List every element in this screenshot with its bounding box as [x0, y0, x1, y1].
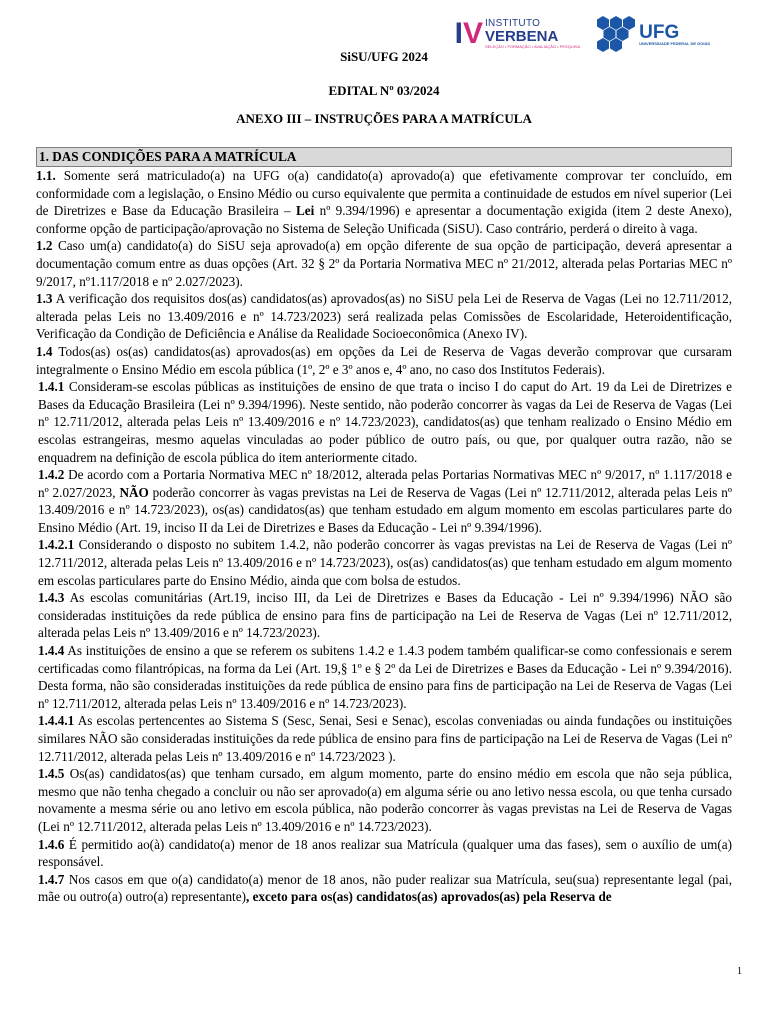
- item-1-4-2-1: 1.4.2.1 Considerando o disposto no subitem 1.4.2, não poderão concorrer às vagas previstas na Lei de Reserva de Vagas (Lei nº 12.711/2012, alterada pelas Leis nº 13.409/2016 e nº 14.723/2023), os(as) candidatos(as) que tenham estudado em algum momento em escolas particulares parte do Ensino Médio, ainda que com bolsa de estudos.: [38, 537, 732, 588]
- iv-monogram: I V: [454, 17, 483, 50]
- item-1-3: 1.3 A verificação dos requisitos dos(as) candidatos(as) aprovados(as) no SiSU pela Lei de Reserva de Vagas (Lei no 12.711/2012, alterada pelas Leis no 13.409/2016 e nº 14.723/2023) será realizada pelas Comissões de Escolaridade, Heteroidentificação, Verificação da Condição de Deficiência e Análise da Realidade Socioeconômica (Anexo IV).: [36, 291, 732, 342]
- logo-instituto-line1: INSTITUTO: [484, 18, 541, 29]
- logo-instituto-line2: VERBENA: [484, 28, 559, 45]
- doc-title: SiSU/UFG 2024: [340, 49, 428, 64]
- item-1-4-5: 1.4.5 Os(as) candidatos(as) que tenham cursado, em algum momento, parte do ensino médio em escola que não seja pública, mesmo que não tenha chegado a concluir ou não ser aprovado(a) em alguma série ou ano letivo nessa escola, ou que tenha cursado novamente a mesma série ou ano letivo em escola pública, não poderão concorrer às vagas previstas na Lei de Reserva de Vagas (Lei nº 12.711/2012, alterada pelas Leis nº 13.409/2016 e nº 14.723/2023).: [38, 766, 732, 834]
- ufg-logo: [592, 14, 710, 54]
- section-heading: 1. DAS CONDIÇÕES PARA A MATRÍCULA: [36, 147, 732, 167]
- item-1-1: 1.1. Somente será matriculado(a) na UFG o(a) candidato(a) aprovado(a) que efetivamente comprovar ter concluído, em conformidade com a legislação, o Ensino Médio ou curso equivalente que permita a continuidade de estudos em nível superior (Lei de Diretrizes e Base da Educação Brasileira – Lei nº 9.394/1996) e apresentar a documentação exigida (item 2 deste Anexo), conforme opção de participação/aprovação no Sistema de Seleção Unificada (SiSU). Caso contrário, perderá o direito à vaga.: [36, 168, 732, 236]
- ufg-hexagon-icon: [592, 14, 636, 54]
- logo-instituto-line3: SELEÇÃO • FORMAÇÃO • AVALIAÇÃO • PESQUISA: [484, 44, 581, 49]
- item-1-2: 1.2 Caso um(a) candidato(a) do SiSU seja aprovado(a) em opção diferente de sua opção de participação, deverá apresentar a documentação comum entre as duas opções (Art. 32 § 2º da Portaria Normativa MEC nº 21/2012, alterada pelas Portarias MEC nº 9/2017, nº1.117/2018 e nº 2.027/2023).: [36, 238, 732, 289]
- instituto-verbena-logo: [455, 19, 581, 49]
- item-1-4-6: 1.4.6 É permitido ao(à) candidato(a) menor de 18 anos realizar sua Matrícula (qualquer uma das fases), sem o auxílio de um(a) responsável.: [38, 836, 732, 870]
- item-1-4-3: 1.4.3 As escolas comunitárias (Art.19, inciso III, da Lei de Diretrizes e Bases da Educação - Lei nº 9.394/1996) NÃO são consideradas instituições da rede pública de ensino para fins de participação na Lei de Reserva de Vagas (Lei nº 12.711/2012, alterada pelas Leis nº 13.409/2016 e nº 14.723/2023).: [38, 590, 732, 641]
- ufg-name: UFG: [639, 21, 680, 43]
- item-1-4-4-1: 1.4.4.1 As escolas pertencentes ao Sistema S (Sesc, Senai, Sesi e Senac), escolas conveniadas ou ainda fundações ou instituições similares NÃO são consideradas instituições da rede pública de ensino para fins de participação na Lei de Reserva de Vagas (Lei nº 12.711/2012, alterada pelas Leis nº 13.409/2016 e nº 14.723/2023 ).: [38, 713, 732, 764]
- document-body: [36, 147, 732, 906]
- ufg-subtitle: UNIVERSIDADE FEDERAL DE GOIÁS: [639, 40, 710, 46]
- item-1-4-1: 1.4.1 Consideram-se escolas públicas as instituições de ensino de que trata o inciso I do caput do Art. 19 da Lei de Diretrizes e Bases da Educação Brasileira (Lei nº 9.394/1996). Neste sentido, não poderão concorrer às vagas da Lei de Reserva de Vagas (Lei nº 12.711/2012, alterada pelas Leis nº 13.409/2016 e nº 14.723/2023), candidatos(as) que tenham realizado o Ensino Médio em escolas estrangeiras, mesmo aquelas vinculadas ao poder público de outro país, ou que, por qualquer outra razão, não se enquadrem na definição de escola pública do item anteriormente citado.: [38, 379, 732, 465]
- annex-title: ANEXO III – INSTRUÇÕES PARA A MATRÍCULA: [236, 111, 532, 126]
- edital-number: EDITAL Nº 03/2024: [328, 83, 440, 98]
- item-1-4: 1.4 Todos(as) os(as) candidatos(as) aprovados(as) em opções da Lei de Reserva de Vagas deverão comprovar que cursaram integralmente o Ensino Médio em escola pública (1º, 2º e 3º anos e, 4º ano, no caso dos Institutos Federais).: [36, 343, 732, 377]
- item-1-4-4: 1.4.4 As instituições de ensino a que se referem os subitens 1.4.2 e 1.4.3 podem também qualificar-se como confessionais e serem certificadas como filantrópicas, na forma da Lei (Art. 19,§ 1º e § 2º da Lei de Diretrizes e Bases da Educação - Lei nº 9.394/2016). Desta forma, não são consideradas instituições da rede pública de ensino para fins de participação na Lei de Reserva de Vagas (Lei nº 12.711/2012, alterada pelas Leis nº 13.409/2016 e nº 14.723/2023).: [38, 643, 732, 711]
- item-1-4-2: 1.4.2 De acordo com a Portaria Normativa MEC nº 18/2012, alterada pelas Portarias Normativas MEC nº 9/2017, nº 1.117/2018 e nº 2.027/2023, NÃO poderão concorrer às vagas previstas na Lei de Reserva de Vagas (Lei nº 12.711/2012, alterada pelas Leis nº 13.409/2016 e nº 14.723/2023), os(as) candidatos(as) que tenham estudado em algum momento em escolas particulares parte do Ensino Médio (Art. 19, inciso II da Lei de Diretrizes e Bases da Educação - Lei nº 9.394/1996).: [38, 467, 732, 535]
- page-number: 1: [737, 966, 742, 977]
- item-1-4-7: 1.4.7 Nos casos em que o(a) candidato(a) menor de 18 anos, não puder realizar sua Matrícula, seu(sua) representante legal (pai, mãe ou outro(a) outro(a) representante), exceto para os(as) candidatos(as) aprovados(as) pela Reserva de: [38, 871, 732, 905]
